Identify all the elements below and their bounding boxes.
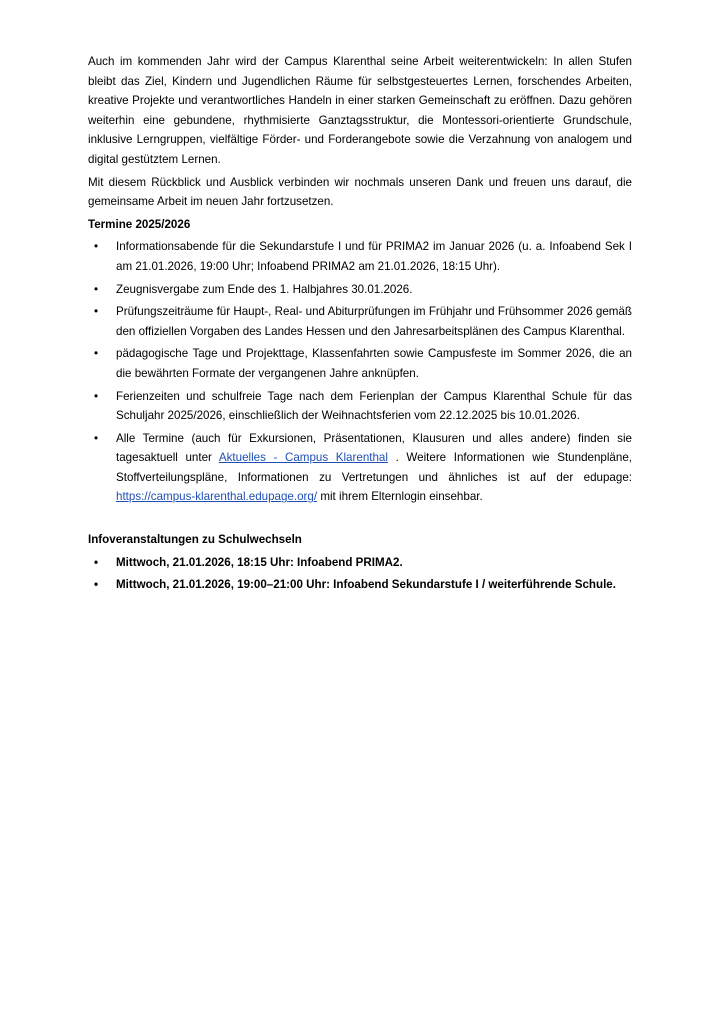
list-item-text: Zeugnisvergabe zum Ende des 1. Halbjahres 30.01.2026. bbox=[116, 282, 413, 296]
termine-list bbox=[88, 237, 632, 507]
list-item bbox=[88, 575, 632, 595]
list-item-text: Mittwoch, 21.01.2026, 18:15 Uhr: Infoabend PRIMA2. bbox=[116, 555, 403, 569]
document-page bbox=[88, 52, 632, 598]
bullet-icon: • bbox=[94, 578, 99, 592]
list-item bbox=[88, 280, 632, 300]
aktuelles-link[interactable]: Aktuelles - Campus Klarenthal bbox=[218, 451, 388, 465]
list-item-text-middle: . Weitere Informationen wie Stundenpläne, Stoffverteilungspläne, Informationen zu Vertretungen und ähnliches ist auf der edupage: bbox=[116, 451, 632, 484]
bullet-icon: • bbox=[94, 305, 99, 319]
edupage-link[interactable]: https://campus-klarenthal.edupage.org/ bbox=[116, 490, 318, 504]
bullet-icon: • bbox=[94, 555, 99, 569]
list-item-text-after-link: mit ihrem Elternlogin einsehbar. bbox=[317, 490, 483, 504]
list-item-text: Prüfungszeiträume für Haupt-, Real- und Abiturprüfungen im Frühjahr und Frühsommer 2026 gemäß den offiziellen Vorgaben des Landes Hessen und den Jahresarbeitsplänen des Campus Klarenthal. bbox=[116, 305, 632, 338]
list-item-text: Mittwoch, 21.01.2026, 19:00–21:00 Uhr: Infoabend Sekundarstufe I / weiterführende Schule. bbox=[116, 578, 616, 592]
closing-paragraph: Mit diesem Rückblick und Ausblick verbinden wir nochmals unseren Dank und freuen uns darauf, die gemeinsame Arbeit im neuen Jahr fortzusetzen. bbox=[88, 175, 632, 209]
list-item bbox=[88, 237, 632, 276]
list-item bbox=[88, 387, 632, 426]
termine-heading: Termine 2025/2026 bbox=[88, 217, 191, 231]
bullet-icon: • bbox=[94, 389, 99, 403]
list-item bbox=[88, 302, 632, 341]
list-item bbox=[88, 553, 632, 573]
list-item-text: Ferienzeiten und schulfreie Tage nach dem Ferienplan der Campus Klarenthal Schule für das Schuljahr 2025/2026, einschließlich der Weihnachtsferien vom 22.12.2025 bis 10.01.2026. bbox=[116, 389, 632, 423]
list-item-text: pädagogische Tage und Projekttage, Klassenfahrten sowie Campusfeste im Sommer 2026, die an die bewährten Formate der vergangenen Jahre anknüpfen. bbox=[116, 347, 632, 380]
infoveranstaltungen-heading: Infoveranstaltungen zu Schulwechseln bbox=[88, 533, 302, 547]
bullet-icon: • bbox=[94, 431, 99, 445]
intro-paragraph: Auch im kommenden Jahr wird der Campus Klarenthal seine Arbeit weiterentwickeln: In allen Stufen bleibt das Ziel, Kindern und Jugendlichen Räume für selbstgesteuertes Lernen, forschendes Arbeiten, kreative Projekte und verantwortliches Handeln in einer starken Gemeinschaft zu eröffnen. Dazu gehören weiterhin eine gebundene, rhythmisierte Ganztagsstruktur, die Montessori-orientierte Grundschule, inklusive Lerngruppen, vielfältige Förder- und Forderangebote sowie die Verzahnung von analogem und digital gestütztem Lernen. bbox=[88, 55, 632, 166]
list-item bbox=[88, 344, 632, 383]
list-item-text-before-link: Alle Termine (auch für Exkursionen, Präsentationen, Klausuren und alles andere) finden sie tagesaktuell unter bbox=[116, 431, 632, 465]
bullet-icon: • bbox=[94, 240, 99, 254]
list-item-text: Informationsabende für die Sekundarstufe I und für PRIMA2 im Januar 2026 (u. a. Infoabend Sek I am 21.01.2026, 19:00 Uhr; Infoabend PRIMA2 am 21.01.2026, 18:15 Uhr). bbox=[116, 240, 632, 273]
infoveranstaltungen-list bbox=[88, 553, 632, 595]
bullet-icon: • bbox=[94, 282, 99, 296]
spacer bbox=[88, 510, 632, 530]
list-item bbox=[88, 429, 632, 507]
bullet-icon: • bbox=[94, 347, 99, 361]
